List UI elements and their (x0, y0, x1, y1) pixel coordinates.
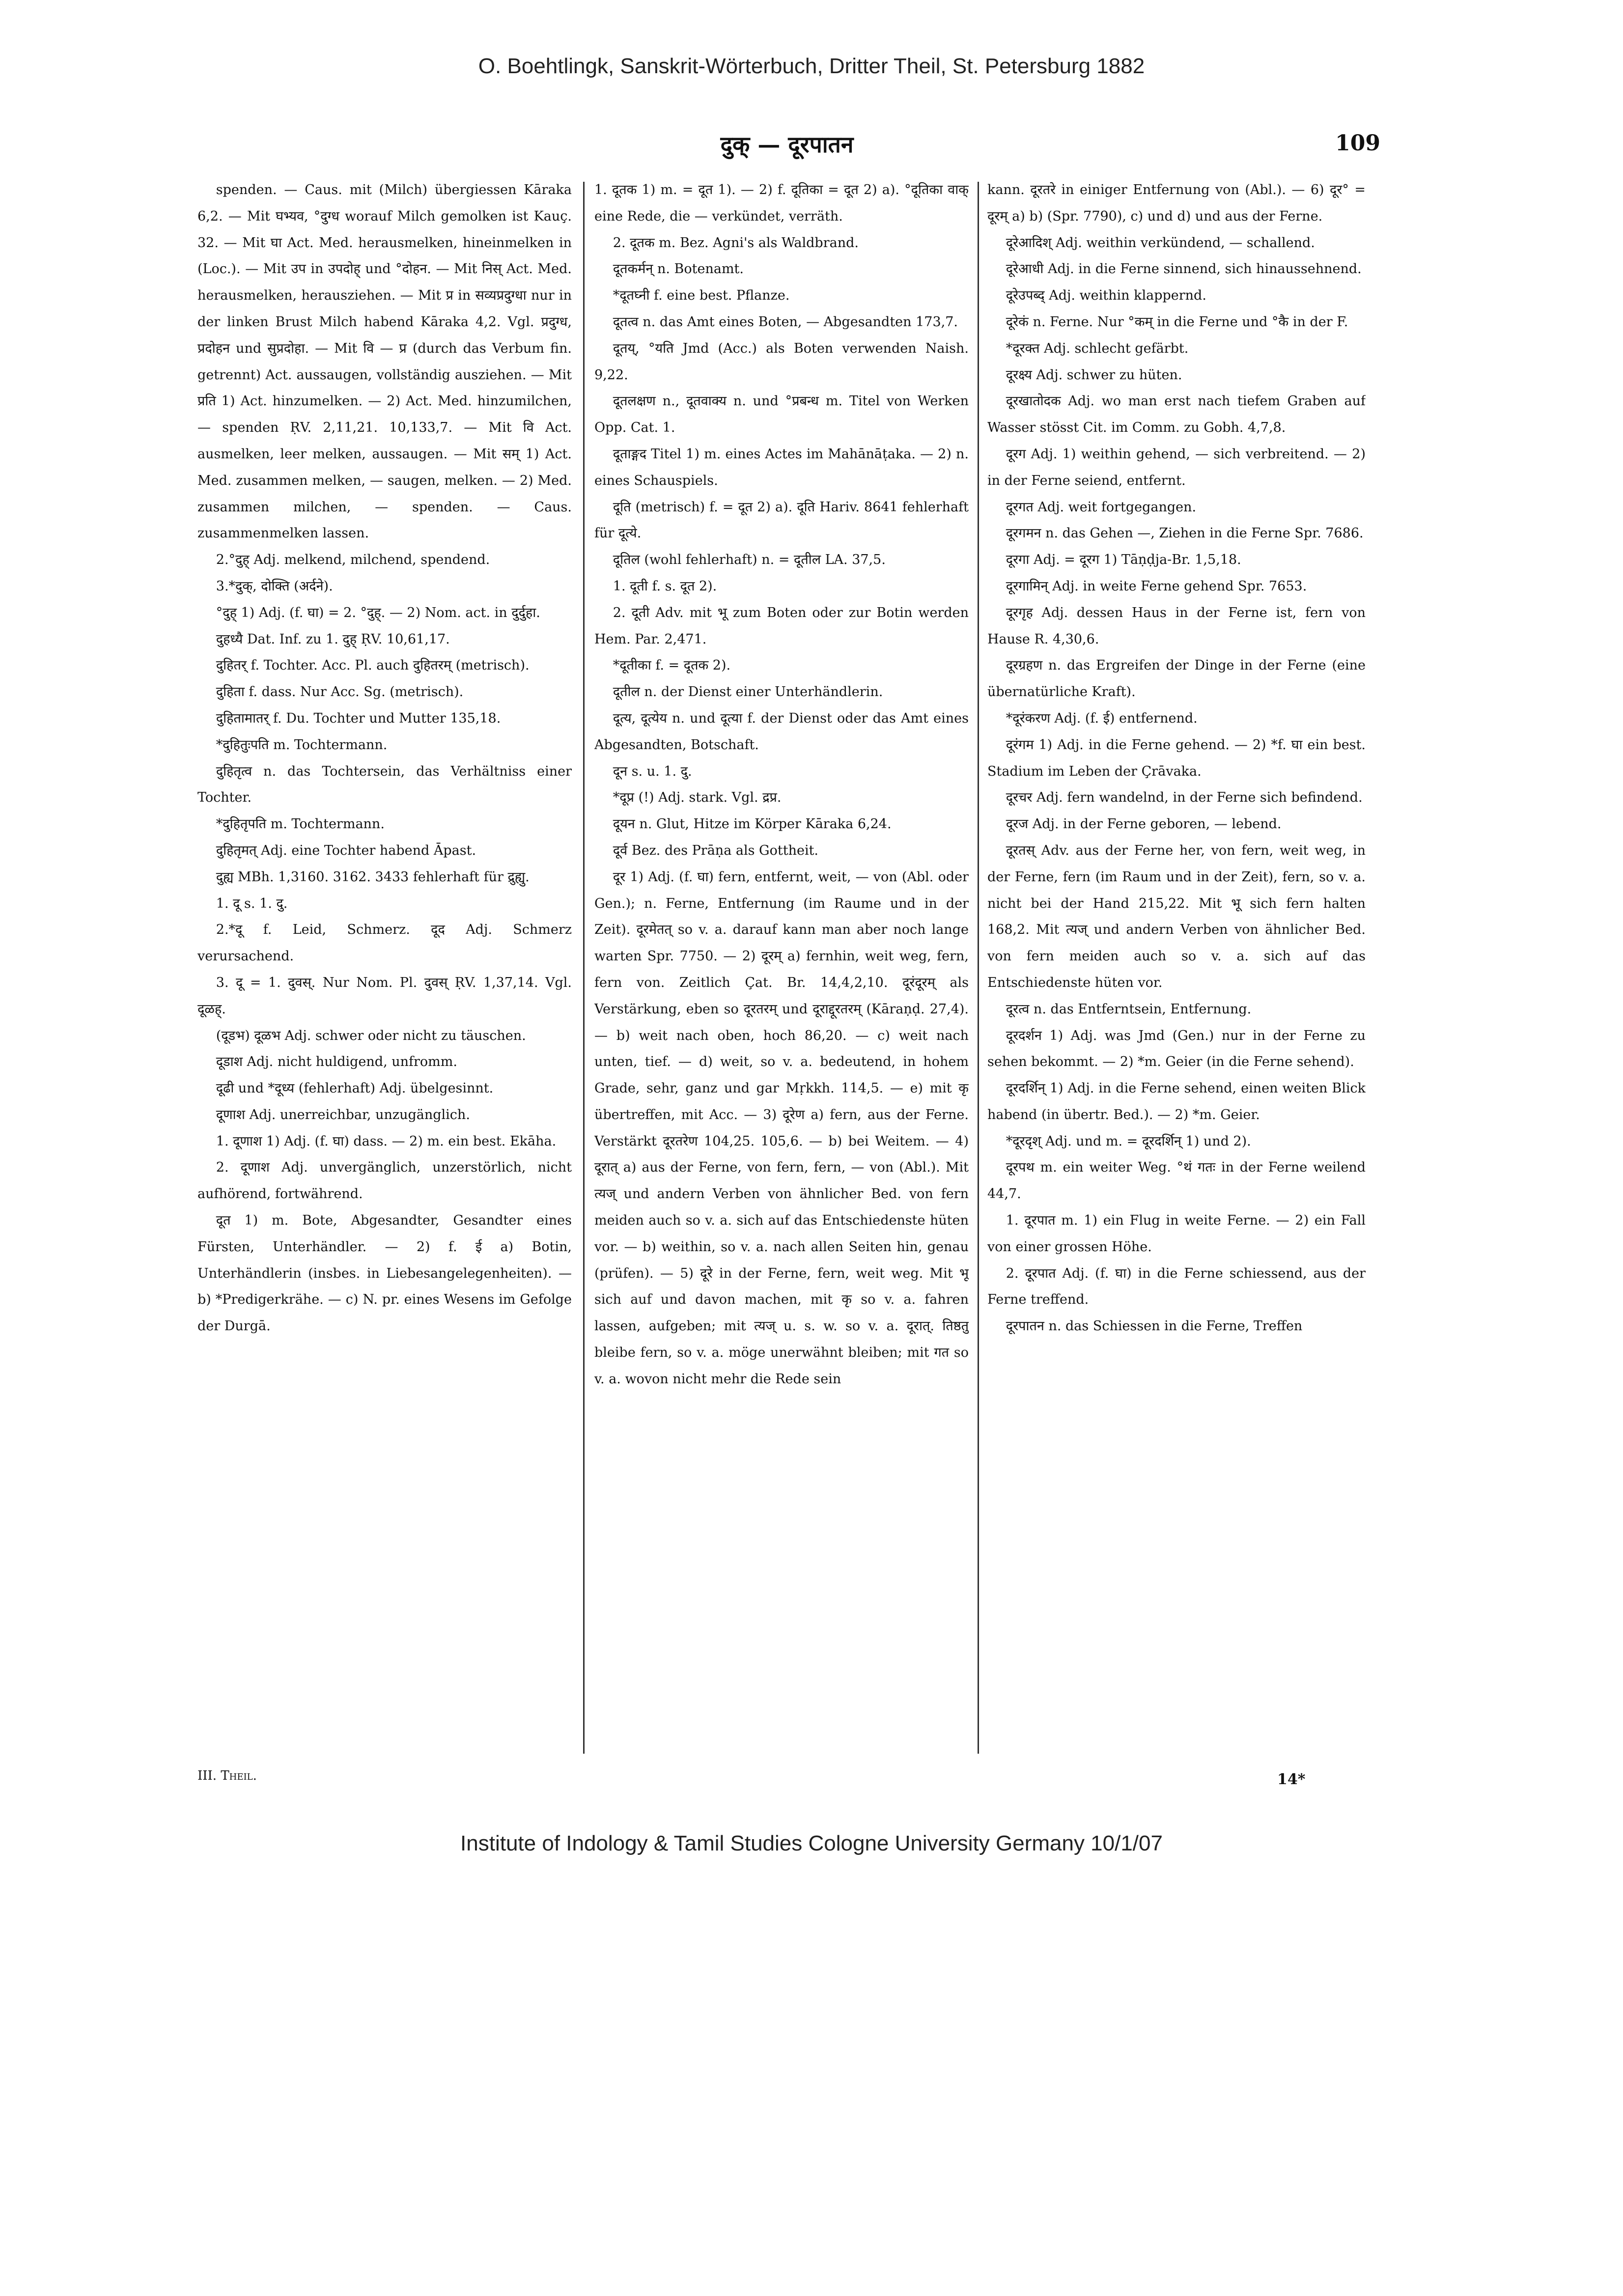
dictionary-entry: दूर 1) Adj. (f. घा) fern, entfernt, weit, — von (Abl. oder Gen.); n. Ferne, Entfernung (im Raume und in der Zeit). दूरमेतत् so v. a. darauf kann man aber noch lange warten Spr. 7750. — 2) दूरम् a) fernhin, weit weg, fern, fern von. Zeitlich Çat. Br. 14,4,2,10. दूरंदूरम् als Verstärkung, eben so दूरतरम् und दूराद्दूरतरम् (Kāraṇḍ. 27,4). — b) weit nach oben, hoch 86,20. — c) weit nach unten, tief. — d) weit, so v. a. bedeutend, in hohem Grade, sehr, ganz und gar Mṛkkh. 114,5. — e) mit कृ übertreffen, mit Acc. — 3) दूरेण a) fern, aus der Ferne. Verstärkt दूरतरेण 104,25. 105,6. — b) bei Weitem. — 4) दूरात् a) aus der Ferne, von fern, fern, — von (Abl.). Mit त्यज् und andern Verben von ähnlicher Bed. von fern meiden auch so v. a. sich auf das Entschiedenste hüten vor. — b) weithin, so v. a. nach allen Seiten hin, genau (prüfen). — 5) दूरे in der Ferne, fern, weit weg. Mit भू sich auf und davon machen, mit कृ so v. a. fahren lassen, aufgeben; mit त्यज् u. s. w. so v. a. दूरात्. तिष्ठतु bleibe fern, so v. a. möge unerwähnt bleiben; mit गत so v. a. wovon nicht mehr die Rede sein (594, 869, 969, 1387)
dictionary-entry: दूयन n. Glut, Hitze im Körper Kāraka 6,24. (613, 816, 892, 832)
page-number: 109 (1335, 131, 1380, 156)
dictionary-entry: दुहितामातर् f. Du. Tochter und Mutter 135,18. (216, 710, 501, 726)
dictionary-entry: दूताङ्गद Titel 1) m. eines Actes im Mahānāṭaka. — 2) n. eines Schauspiels. (594, 446, 969, 488)
dictionary-entry: दूढी und *दूध्य (fehlerhaft) Adj. übelgesinnt. (216, 1081, 494, 1096)
dictionary-entry: 1. दूणाश 1) Adj. (f. घा) dass. — 2) m. ein best. Ekāha. (216, 1133, 557, 1149)
dictionary-entry: 2. दूरपात Adj. (f. घा) in die Ferne schiessend, aus der Ferne treffend. (987, 1265, 1366, 1308)
dictionary-entry: kann. दूरतरे in einiger Entfernung von (Abl.). — 6) दूर° = दूरम् a) b) (Spr. 7790), c) und d) und aus der Ferne. (987, 182, 1366, 224)
column-divider (978, 182, 979, 1754)
dictionary-entry: दुहितर् f. Tochter. Acc. Pl. auch दुहितरम् (metrisch). (216, 658, 530, 673)
dictionary-entry: *दूप्र (!) Adj. stark. Vgl. द्रप्र. (613, 790, 782, 806)
dictionary-entry: 3.*दुक्, दोक्ति (अर्दने). (216, 578, 333, 594)
dictionary-entry: दूरतस् Adv. aus der Ferne her, von fern, weit weg, in der Ferne, fern (im Raum und in der Zeit), fern, so v. a. nicht bei der Hand 215,22. Mit भू sich fern halten 168,2. Mit त्यज् und andern Verben von ähnlicher Bed. von fern meiden auch so v. a. sich auf das Entschiedenste hüten vor. (987, 842, 1366, 990)
scan-source-caption: O. Boehtlingk, Sanskrit-Wörterbuch, Dritter Theil, St. Petersburg 1882 (478, 54, 1145, 78)
dictionary-entry: spenden. — Caus. mit (Milch) übergiessen Kāraka 6,2. — Mit घभ्यव, °दुग्ध worauf Milch gemolken ist Kauç. 32. — Mit घा Act. Med. herausmelken, hineinmelken in (Loc.). — Mit उप in उपदोह् und °दोहन. — Mit निस् Act. Med. herausmelken, herausziehen. — Mit प्र in सव्यप्रदुग्धा nur in der linken Brust Milch habend Kāraka 4,2. Vgl. प्रदुग्ध, प्रदोहन und सुप्रदोहा. — Mit वि — प्र (durch das Verbum fin. getrennt) Act. aussaugen, vollständig ausziehen. — Mit प्रति 1) Act. hinzumelken. — 2) Act. Med. hinzumilchen, — spenden ṚV. 2,11,21. 10,133,7. — Mit वि Act. ausmelken, leer melken, aussaugen. — Mit सम् 1) Act. Med. zusammen melken, — saugen, melken. — 2) Med. zusammen milchen, — spenden. — Caus. zusammenmelken lassen. (197, 182, 572, 541)
volume-note: III. Theil. (197, 1768, 257, 1783)
dictionary-entry: दूरग Adj. 1) weithin gehend, — sich verbreitend. — 2) in der Ferne seiend, entfernt. (987, 446, 1366, 488)
dictionary-entry: दुहितृमत् Adj. eine Tochter habend Āpast. (216, 842, 476, 858)
column-divider (583, 182, 585, 1754)
column-2 (594, 177, 969, 1773)
dictionary-entry: दूरत्व n. das Entferntsein, Entfernung. (1006, 1001, 1252, 1017)
dictionary-entry: *दूतघ्नी f. eine best. Pflanze. (613, 288, 790, 304)
dictionary-entry: *दूरदृश् Adj. und m. = दूरदर्शिन् 1) und 2). (1006, 1133, 1251, 1149)
dictionary-entry: दूरंगम 1) Adj. in die Ferne gehend. — 2) *f. घा ein best. Stadium im Leben der Çrāvaka. (987, 737, 1366, 779)
dictionary-entry: दूरग्रहण n. das Ergreifen der Dinge in der Ferne (eine übernatürliche Kraft). (987, 658, 1366, 700)
column-1 (197, 177, 572, 1773)
dictionary-entry: 2.°दुह् Adj. melkend, milchend, spendend. (216, 552, 490, 568)
dictionary-entry: दूति (metrisch) f. = दूत 2) a). दूति Hariv. 8641 fehlerhaft für दूत्ये. (594, 499, 969, 541)
dictionary-entry: दुहध्यै Dat. Inf. zu 1. दुह् ṚV. 10,61,17. (216, 631, 450, 647)
dictionary-entry: 2.*दू f. Leid, Schmerz. दूद Adj. Schmerz verursachend. (197, 922, 572, 964)
dictionary-entry: दूरेउपब्द् Adj. weithin klappernd. (1006, 288, 1206, 304)
dictionary-entry: दुहिता f. dass. Nur Acc. Sg. (metrisch). (216, 684, 464, 700)
dictionary-entry: दूरगामिन् Adj. in weite Ferne gehend Spr. 7653. (1006, 578, 1307, 594)
dictionary-entry: दूरज Adj. in der Ferne geboren, — lebend. (1006, 816, 1282, 832)
dictionary-entry: दूरदर्शन 1) Adj. was Jmd (Gen.) nur in der Ferne zu sehen bekommt. — 2) *m. Geier (in die Ferne sehend). (987, 1028, 1366, 1070)
dictionary-entry: दूरेकं n. Ferne. Nur °कम् in die Ferne und °कै in der F. (1006, 314, 1348, 330)
dictionary-entry: दूरेआदिश् Adj. weithin verkündend, — schallend. (1006, 235, 1315, 251)
dictionary-entry: *दूरंकरण Adj. (f. ई) entfernend. (1006, 710, 1198, 726)
dictionary-entry: दूरगा Adj. = दूरग 1) Tāṇḍja-Br. 1,5,18. (1006, 552, 1241, 568)
dictionary-entry: दूत 1) m. Bote, Abgesandter, Gesandter eines Fürsten, Unterhändler. — 2) f. ई a) Botin, Unterhändlerin (insbes. in Liebesangelegenheiten). — b) *Predigerkrähe. — c) N. pr. eines Wesens im Gefolge der Durgā. (197, 1213, 572, 1334)
running-head: दुक् — दूरपातन (720, 131, 854, 158)
dictionary-entry: दूर्व Bez. des Prāṇa als Gottheit. (613, 842, 819, 858)
dictionary-entry: दूतलक्षण n., दूतवाक्य n. und °प्रबन्ध m. Titel von Werken Opp. Cat. 1. (594, 393, 969, 436)
dictionary-entry: दूडाश Adj. nicht huldigend, unfromm. (216, 1054, 457, 1070)
dictionary-entry: दूतत्व n. das Amt eines Boten, — Abgesandten 173,7. (613, 314, 958, 330)
dictionary-entry: दूरगृह Adj. dessen Haus in der Ferne ist, fern von Hause R. 4,30,6. (987, 605, 1366, 647)
dictionary-entry: *दुहितुःपति m. Tochtermann. (216, 737, 388, 753)
dictionary-entry: दूरपथ m. ein weiter Weg. °थं गतः in der Ferne weilend 44,7. (987, 1160, 1366, 1202)
dictionary-entry: दूरक्ष्य Adj. schwer zu hüten. (1006, 367, 1182, 383)
dictionary-entry: दूरचर Adj. fern wandelnd, in der Ferne sich befindend. (1006, 790, 1363, 806)
dictionary-entry: दुह्य MBh. 1,3160. 3162. 3433 fehlerhaft für द्रुह्यु. (216, 869, 530, 885)
dictionary-entry: 1. दू s. 1. दु. (216, 896, 288, 911)
dictionary-entry: दूतय्, °यति Jmd (Acc.) als Boten verwenden Naish. 9,22. (594, 340, 969, 383)
dictionary-entry: दूत्य, दूत्येय n. und दूत्या f. der Dienst oder das Amt eines Abgesandten, Botschaft. (594, 710, 969, 753)
dictionary-entry: *दूरक्त Adj. schlecht gefärbt. (1006, 340, 1189, 356)
dictionary-entry: दूरपातन n. das Schiessen in die Ferne, Treffen (1006, 1318, 1303, 1334)
dictionary-entry: दूतकर्मन् n. Botenamt. (613, 261, 744, 277)
dictionary-entry: 1. दूरपात m. 1) ein Flug in weite Ferne. — 2) ein Fall von einer grossen Höhe. (987, 1213, 1366, 1255)
dictionary-entry: 3. दू = 1. दुवस्. Nur Nom. Pl. दुवस् ṚV. 1,37,14. Vgl. दूळह्. (197, 975, 572, 1017)
dictionary-entry: दूतिल (wohl fehlerhaft) n. = दूतील LA. 37,5. (613, 552, 886, 568)
dictionary-entry: 2. दूणाश Adj. unvergänglich, unzerstörlich, nicht aufhörend, fortwährend. (197, 1160, 572, 1202)
dictionary-entry: दुहितृत्व n. das Tochtersein, das Verhältniss einer Tochter. (197, 763, 572, 806)
dictionary-entry: दूरदर्शिन् 1) Adj. in die Ferne sehend, einen weiten Blick habend (in übertr. Bed.). — 2) *m. Geier. (987, 1081, 1366, 1122)
column-3 (987, 177, 1366, 1773)
dictionary-entry: (दूडभ) दूळभ Adj. schwer oder nicht zu täuschen. (216, 1028, 526, 1043)
dictionary-entry: दून s. u. 1. दु. (613, 763, 692, 779)
dictionary-entry: दूरगत Adj. weit fortgegangen. (1006, 499, 1197, 515)
dictionary-entry: 2. दूती Adv. mit भू zum Boten oder zur Botin werden Hem. Par. 2,471. (594, 605, 969, 647)
dictionary-entry: 1. दूतक 1) m. = दूत 1). — 2) f. दूतिका = दूत 2) a). °दूतिका वाक् eine Rede, die — verkündet, verräth. (594, 182, 969, 224)
dictionary-entry: दूरेआधी Adj. in die Ferne sinnend, sich hinaussehnend. (1006, 261, 1362, 277)
dictionary-entry: दूतील n. der Dienst einer Unterhändlerin. (613, 684, 883, 700)
sheet-signature: 14* (1277, 1771, 1306, 1788)
dictionary-entry: °दुह् 1) Adj. (f. घा) = 2. °दुह्. — 2) Nom. act. in दुर्दुहा. (216, 605, 540, 620)
dictionary-entry: *दुहितृपति m. Tochtermann. (216, 816, 385, 832)
dictionary-entry: *दूतीका f. = दूतक 2). (613, 658, 731, 673)
dictionary-entry: दूणाश Adj. unerreichbar, unzugänglich. (216, 1107, 470, 1122)
scan-credit-caption: Institute of Indology & Tamil Studies Cologne University Germany 10/1/07 (460, 1831, 1163, 1855)
dictionary-entry: दूरखातोदक Adj. wo man erst nach tiefem Graben auf Wasser stösst Cit. im Comm. zu Gobh. 4,7,8. (987, 393, 1366, 436)
dictionary-entry: 2. दूतक m. Bez. Agni's als Waldbrand. (613, 235, 859, 251)
dictionary-entry: दूरगमन n. das Gehen —, Ziehen in die Ferne Spr. 7686. (1006, 526, 1364, 541)
dictionary-entry: 1. दूती f. s. दूत 2). (613, 578, 717, 594)
